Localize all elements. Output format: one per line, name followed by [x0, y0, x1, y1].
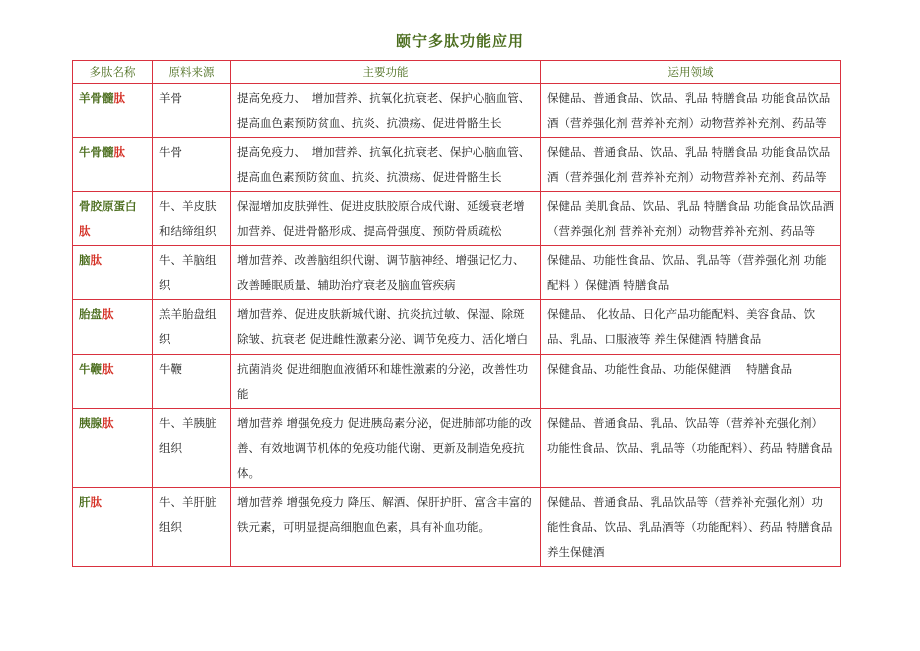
table-row	[73, 355, 841, 409]
application-field: 保健品 美肌食品、饮品、乳品 特膳食品 功能食品饮品酒（营养强化剂 营养补充剂）动物营养补充剂、药品等	[541, 192, 841, 246]
table-row	[73, 138, 841, 192]
table-row	[73, 84, 841, 138]
main-function: 提高免疫力、 增加营养、抗氧化抗衰老、保护心脑血管、提高血色素预防贫血、抗炎、抗溃疡、促进骨骼生长	[231, 138, 541, 192]
application-field: 保健品、普通食品、饮品、乳品 特膳食品 功能食品饮品酒（营养强化剂 营养补充剂）动物营养补充剂、药品等	[541, 138, 841, 192]
raw-source: 牛、羊胰脏组织	[153, 409, 231, 488]
header-application-field: 运用领域	[541, 61, 841, 84]
application-field: 保健品、 化妆品、日化产品功能配料、美容食品、饮品、乳品、口服液等 养生保健酒 特膳食品	[541, 300, 841, 355]
table-row	[73, 488, 841, 567]
peptide-name: 羊骨髓肽	[73, 84, 153, 138]
main-function: 保湿增加皮肤弹性、促进皮肤胶原合成代谢、延缓衰老增加营养、促进骨骼形成、提高骨强度、预防骨质疏松	[231, 192, 541, 246]
header-main-function: 主要功能	[231, 61, 541, 84]
application-field: 保健食品、功能性食品、功能保健酒 特膳食品	[541, 355, 841, 409]
peptide-name: 脑肽	[73, 246, 153, 300]
peptide-name: 胎盘肽	[73, 300, 153, 355]
application-field: 保健品、普通食品、乳品饮品等（营养补充强化剂）功能性食品、饮品、乳品酒等（功能配料）、药品 特膳食品养生保健酒	[541, 488, 841, 567]
header-raw-source: 原料来源	[153, 61, 231, 84]
application-field: 保健品、普通食品、饮品、乳品 特膳食品 功能食品饮品酒（营养强化剂 营养补充剂）动物营养补充剂、药品等	[541, 84, 841, 138]
peptide-name: 牛骨髓肽	[73, 138, 153, 192]
table-row	[73, 246, 841, 300]
table-row	[73, 409, 841, 488]
peptide-name: 胰腺肽	[73, 409, 153, 488]
application-field: 保健品、功能性食品、饮品、乳品等（营养强化剂 功能配料 ）保健酒 特膳食品	[541, 246, 841, 300]
main-function: 增加营养、改善脑组织代谢、调节脑神经、增强记忆力、改善睡眠质量、辅助治疗衰老及脑血管疾病	[231, 246, 541, 300]
raw-source: 牛、羊脑组织	[153, 246, 231, 300]
peptide-table	[72, 60, 841, 567]
main-function: 增加营养 增强免疫力 促进胰岛素分泌，促进肺部功能的改善、有效地调节机体的免疫功能代谢、更新及制造免疫抗体。	[231, 409, 541, 488]
raw-source: 牛骨	[153, 138, 231, 192]
peptide-name: 肝肽	[73, 488, 153, 567]
peptide-name: 牛鞭肽	[73, 355, 153, 409]
peptide-name: 骨胶原蛋白肽	[73, 192, 153, 246]
raw-source: 牛、羊皮肤和结缔组织	[153, 192, 231, 246]
main-function: 增加营养 增强免疫力 降压、解酒、保肝护肝、富含丰富的铁元素，可明显提高细胞血色素，具有补血功能。	[231, 488, 541, 567]
raw-source: 牛鞭	[153, 355, 231, 409]
main-function: 增加营养、促进皮肤新城代谢、抗炎抗过敏、保湿、除斑除皱、抗衰老 促进雌性激素分泌、调节免疫力、活化增白	[231, 300, 541, 355]
table-row	[73, 192, 841, 246]
table-header-row	[73, 61, 841, 84]
raw-source: 羔羊胎盘组织	[153, 300, 231, 355]
main-function: 提高免疫力、 增加营养、抗氧化抗衰老、保护心脑血管、提高血色素预防贫血、抗炎、抗溃疡、促进骨骼生长	[231, 84, 541, 138]
raw-source: 牛、羊肝脏组织	[153, 488, 231, 567]
application-field: 保健品、普通食品、乳品、饮品等（营养补充强化剂）功能性食品、饮品、乳品等（功能配料）、药品 特膳食品	[541, 409, 841, 488]
table-row	[73, 300, 841, 355]
main-function: 抗菌消炎 促进细胞血液循环和雄性激素的分泌，改善性功能	[231, 355, 541, 409]
raw-source: 羊骨	[153, 84, 231, 138]
page-title: 颐宁多肽功能应用	[395, 32, 524, 50]
header-peptide-name: 多肽名称	[73, 61, 153, 84]
